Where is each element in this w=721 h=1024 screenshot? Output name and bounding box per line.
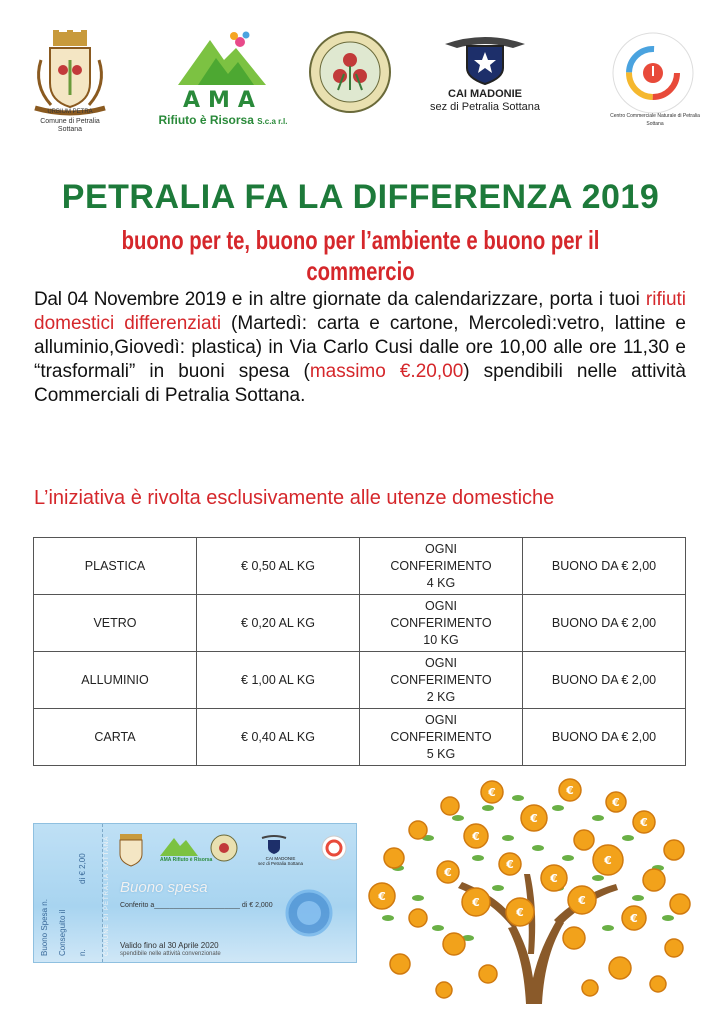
voucher-valid-until: Valido fino al 30 Aprile 2020 — [120, 941, 219, 950]
svg-text:€: € — [472, 830, 480, 843]
intro-highlight-waste: rifiuti domestici differenziati — [34, 289, 687, 334]
voucher-title: Buono spesa — [120, 879, 208, 896]
intro-highlight-max: massimo €.20,00 — [309, 361, 464, 382]
stub-n: n. — [78, 949, 87, 956]
intro-date: Dal 04 Novembre 2019 — [34, 289, 226, 310]
voucher-cai-text: CAI MADONIE sez di Petralia Sottana — [258, 856, 304, 866]
stub-number: Buono Spesa n. — [40, 899, 49, 956]
notice-text: L’iniziativa è rivolta esclusivamente alle utenze domestiche — [34, 487, 555, 509]
page-title: PETRALIA FA LA DIFFERENZA 2019 — [61, 178, 660, 216]
svg-text:€: € — [630, 912, 638, 925]
svg-text:€: € — [488, 786, 496, 799]
svg-text:€: € — [472, 896, 480, 909]
material-cell: ALLUMINIO — [34, 652, 197, 709]
svg-text:€: € — [640, 816, 648, 829]
voucher-cell: BUONO DA € 2,00 — [523, 595, 686, 652]
coin-watermark-icon — [284, 888, 334, 938]
voucher-stub — [34, 824, 103, 962]
material-cell: PLASTICA — [34, 538, 197, 595]
round-emblem-logo — [308, 30, 398, 114]
price-cell: € 0,40 AL KG — [197, 709, 360, 766]
stub-amount: di € 2,00 — [78, 853, 87, 884]
ccn-ring-icon — [610, 30, 696, 116]
svg-text:€: € — [530, 812, 538, 825]
comune-logo — [25, 30, 115, 134]
eagle-star-icon — [425, 30, 545, 88]
svg-text:€: € — [516, 906, 524, 919]
price-cell: € 0,20 AL KG — [197, 595, 360, 652]
ama-mountain-icon — [158, 30, 288, 88]
svg-text:€: € — [444, 866, 452, 879]
voucher-cell: BUONO DA € 2,00 — [523, 709, 686, 766]
crest-icon — [25, 30, 115, 120]
comune-motto: URBIUM PETRA — [47, 109, 93, 115]
ccn-logo — [610, 30, 700, 128]
intro-p2: (Martedì: carta e cartone, Mercoledì:vetro, lattine e alluminio,Giovedì: plastica) in Via Carlo Cusi dalle ore 10,00 alle ore 11,30 e “trasformali” in buoni spesa ( — [34, 313, 686, 382]
logos-row — [20, 30, 710, 140]
table-row — [34, 595, 686, 652]
stub-conferred: Conseguito il — [58, 909, 67, 956]
page-subtitle: buono per te, buono per l’ambiente e buono per il commercio — [121, 225, 600, 286]
voucher-conferred-line: Conferito a______________________ di € 2,000 — [120, 902, 273, 909]
emblem-icon — [308, 30, 392, 114]
voucher-cell: BUONO DA € 2,00 — [523, 538, 686, 595]
voucher-side-text: COMUNE DI PETRALIA SOTTANA — [104, 835, 110, 956]
svg-text:€: € — [612, 796, 620, 809]
intro-paragraph — [34, 288, 686, 408]
threshold-cell: OGNI CONFERIMENTO 4 KG — [360, 538, 523, 595]
cai-name: CAI MADONIE — [448, 88, 522, 100]
threshold-cell: OGNI CONFERIMENTO 10 KG — [360, 595, 523, 652]
svg-text:€: € — [566, 784, 574, 797]
table-row — [34, 652, 686, 709]
ama-logo — [158, 30, 288, 127]
svg-text:€: € — [378, 890, 386, 903]
price-cell: € 0,50 AL KG — [197, 538, 360, 595]
material-cell: VETRO — [34, 595, 197, 652]
table-row — [34, 538, 686, 595]
svg-text:€: € — [550, 872, 558, 885]
ama-tagline: Rifiuto è Risorsa S.c.a r.l. — [158, 113, 288, 127]
ama-word: AMA — [183, 88, 263, 113]
cai-logo — [425, 30, 545, 113]
material-cell: CARTA — [34, 709, 197, 766]
svg-text:€: € — [506, 858, 514, 871]
comune-caption: Comune di Petralia Sottana — [40, 118, 100, 133]
intro-p3: ) spendibili nelle attività Commerciali di Petralia Sottana. — [34, 361, 686, 406]
money-tree-illustration — [358, 778, 698, 1004]
price-cell: € 1,00 AL KG — [197, 652, 360, 709]
rates-table — [33, 537, 686, 766]
intro-p1: e in altre giornate da calendarizzare, porta i tuoi — [225, 289, 646, 310]
mini-logos-icon — [114, 830, 354, 870]
voucher-ama-text: AMA Rifiuto è Risorsa — [160, 857, 213, 863]
svg-text:€: € — [578, 894, 586, 907]
voucher-cell: BUONO DA € 2,00 — [523, 652, 686, 709]
svg-text:€: € — [604, 854, 612, 867]
threshold-cell: OGNI CONFERIMENTO 2 KG — [360, 652, 523, 709]
threshold-cell: OGNI CONFERIMENTO 5 KG — [360, 709, 523, 766]
ccn-ring-text: Centro Commerciale Naturale di Petralia Sottana — [610, 113, 700, 127]
cai-section: sez di Petralia Sottana — [429, 101, 541, 113]
voucher-card — [33, 823, 357, 963]
table-row — [34, 709, 686, 766]
voucher-logos — [114, 830, 354, 870]
voucher-valid-note: spendibile nelle attività convenzionate — [120, 951, 221, 957]
